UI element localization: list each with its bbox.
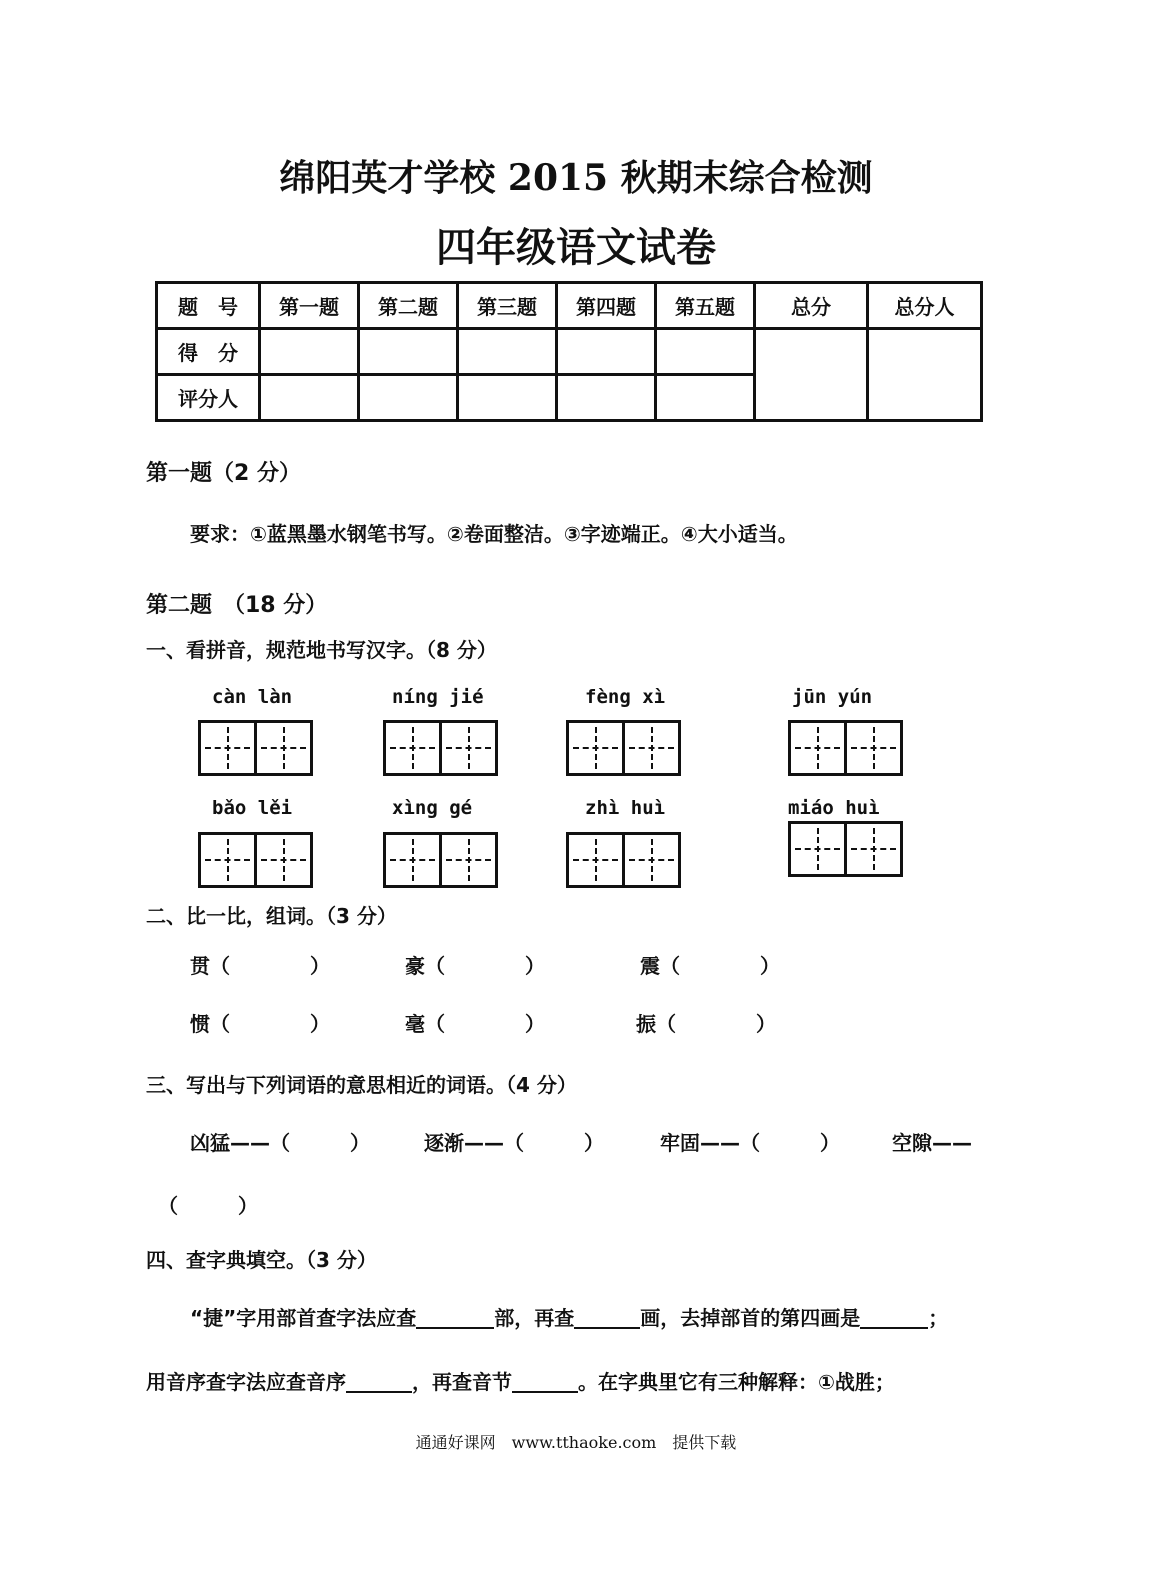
section2-title: 第二题 （18 分） <box>146 593 328 618</box>
writing-grid[interactable] <box>788 821 903 877</box>
score-cell <box>458 329 557 375</box>
compare-item[interactable]: 豪（ ） <box>405 954 545 978</box>
col-header-q3: 第三题 <box>458 283 557 329</box>
row-header-score: 得 分 <box>157 329 260 375</box>
pinyin-label: zhì huì <box>585 797 666 819</box>
score-table <box>155 281 983 422</box>
compare-item[interactable]: 贯（ ） <box>190 954 330 978</box>
compare-item[interactable]: 毫（ ） <box>405 1012 545 1036</box>
pinyin-label: níng jié <box>392 686 484 708</box>
col-header-q2: 第二题 <box>359 283 458 329</box>
exam-subtitle: 四年级语文试卷 <box>436 224 716 271</box>
grader-cell <box>458 375 557 421</box>
answer-blank[interactable] <box>346 1369 412 1393</box>
score-cell <box>260 329 359 375</box>
writing-grid[interactable] <box>383 720 498 776</box>
section1-requirement: 要求：①蓝黑墨水钢笔书写。②卷面整洁。③字迹端正。④大小适当。 <box>190 522 798 546</box>
exam-title: 绵阳英才学校 2015 秋期末综合检测 <box>279 157 873 199</box>
synonym-answer[interactable]: （ ） <box>158 1194 258 1218</box>
q4-title: 四、查字典填空。（3 分） <box>146 1248 377 1272</box>
writing-grid[interactable] <box>566 720 681 776</box>
synonym-item[interactable]: 牢固——（ ） <box>660 1131 840 1155</box>
pinyin-label: xìng gé <box>392 797 473 819</box>
score-cell <box>656 329 755 375</box>
dictionary-text: 用音序查字法应查音序 <box>146 1370 346 1394</box>
compare-item[interactable]: 振（ ） <box>636 1012 776 1036</box>
pinyin-label: bǎo lěi <box>212 797 293 819</box>
q3-title: 三、写出与下列词语的意思相近的词语。（4 分） <box>146 1073 577 1097</box>
synonym-item[interactable]: 凶猛——（ ） <box>190 1131 370 1155</box>
dictionary-text: 部，再查 <box>494 1306 575 1330</box>
pinyin-label: jūn yún <box>792 686 873 708</box>
score-cell <box>557 329 656 375</box>
pinyin-label: miáo huì <box>788 797 880 819</box>
pinyin-label: càn làn <box>212 686 293 708</box>
grader-cell <box>260 375 359 421</box>
dictionary-text: ，再查音节 <box>412 1370 512 1394</box>
section1-title: 第一题（2 分） <box>146 461 301 486</box>
compare-item[interactable]: 惯（ ） <box>190 1012 330 1036</box>
answer-blank[interactable] <box>416 1305 494 1329</box>
total-grader-cell <box>868 329 982 421</box>
pinyin-label: fèng xì <box>585 686 666 708</box>
row-header-grader: 评分人 <box>157 375 260 421</box>
answer-blank[interactable] <box>860 1305 928 1329</box>
col-header-q4: 第四题 <box>557 283 656 329</box>
grader-cell <box>557 375 656 421</box>
answer-blank[interactable] <box>574 1305 640 1329</box>
score-cell <box>359 329 458 375</box>
synonym-item: 空隙—— <box>892 1131 972 1155</box>
col-header-q1: 第一题 <box>260 283 359 329</box>
dictionary-line-1 <box>190 1302 948 1331</box>
writing-grid[interactable] <box>198 720 313 776</box>
writing-grid[interactable] <box>198 832 313 888</box>
compare-item[interactable]: 震（ ） <box>640 954 780 978</box>
q2-title: 二、比一比，组词。（3 分） <box>146 904 397 928</box>
col-header-total: 总分 <box>755 283 868 329</box>
synonym-item[interactable]: 逐渐——（ ） <box>424 1131 604 1155</box>
dictionary-text: 画，去掉部首的第四画是 <box>640 1306 861 1330</box>
col-header-total-grader: 总分人 <box>868 283 982 329</box>
dictionary-line-2 <box>146 1366 895 1395</box>
footer-source: 通通好课网 www.tthaoke.com 提供下载 <box>415 1433 737 1452</box>
grader-cell <box>359 375 458 421</box>
dictionary-text: 。在字典里它有三种解释：①战胜； <box>578 1370 895 1394</box>
dictionary-text: “捷”字用部首查字法应查 <box>190 1306 417 1330</box>
table-row <box>157 283 982 329</box>
row-header-question-no: 题 号 <box>157 283 260 329</box>
answer-blank[interactable] <box>512 1369 578 1393</box>
writing-grid[interactable] <box>566 832 681 888</box>
grader-cell <box>656 375 755 421</box>
writing-grid[interactable] <box>788 720 903 776</box>
table-row <box>157 329 982 375</box>
writing-grid[interactable] <box>383 832 498 888</box>
total-score-cell <box>755 329 868 421</box>
q1-title: 一、看拼音，规范地书写汉字。（8 分） <box>146 638 497 662</box>
dictionary-text: ； <box>928 1306 949 1330</box>
col-header-q5: 第五题 <box>656 283 755 329</box>
